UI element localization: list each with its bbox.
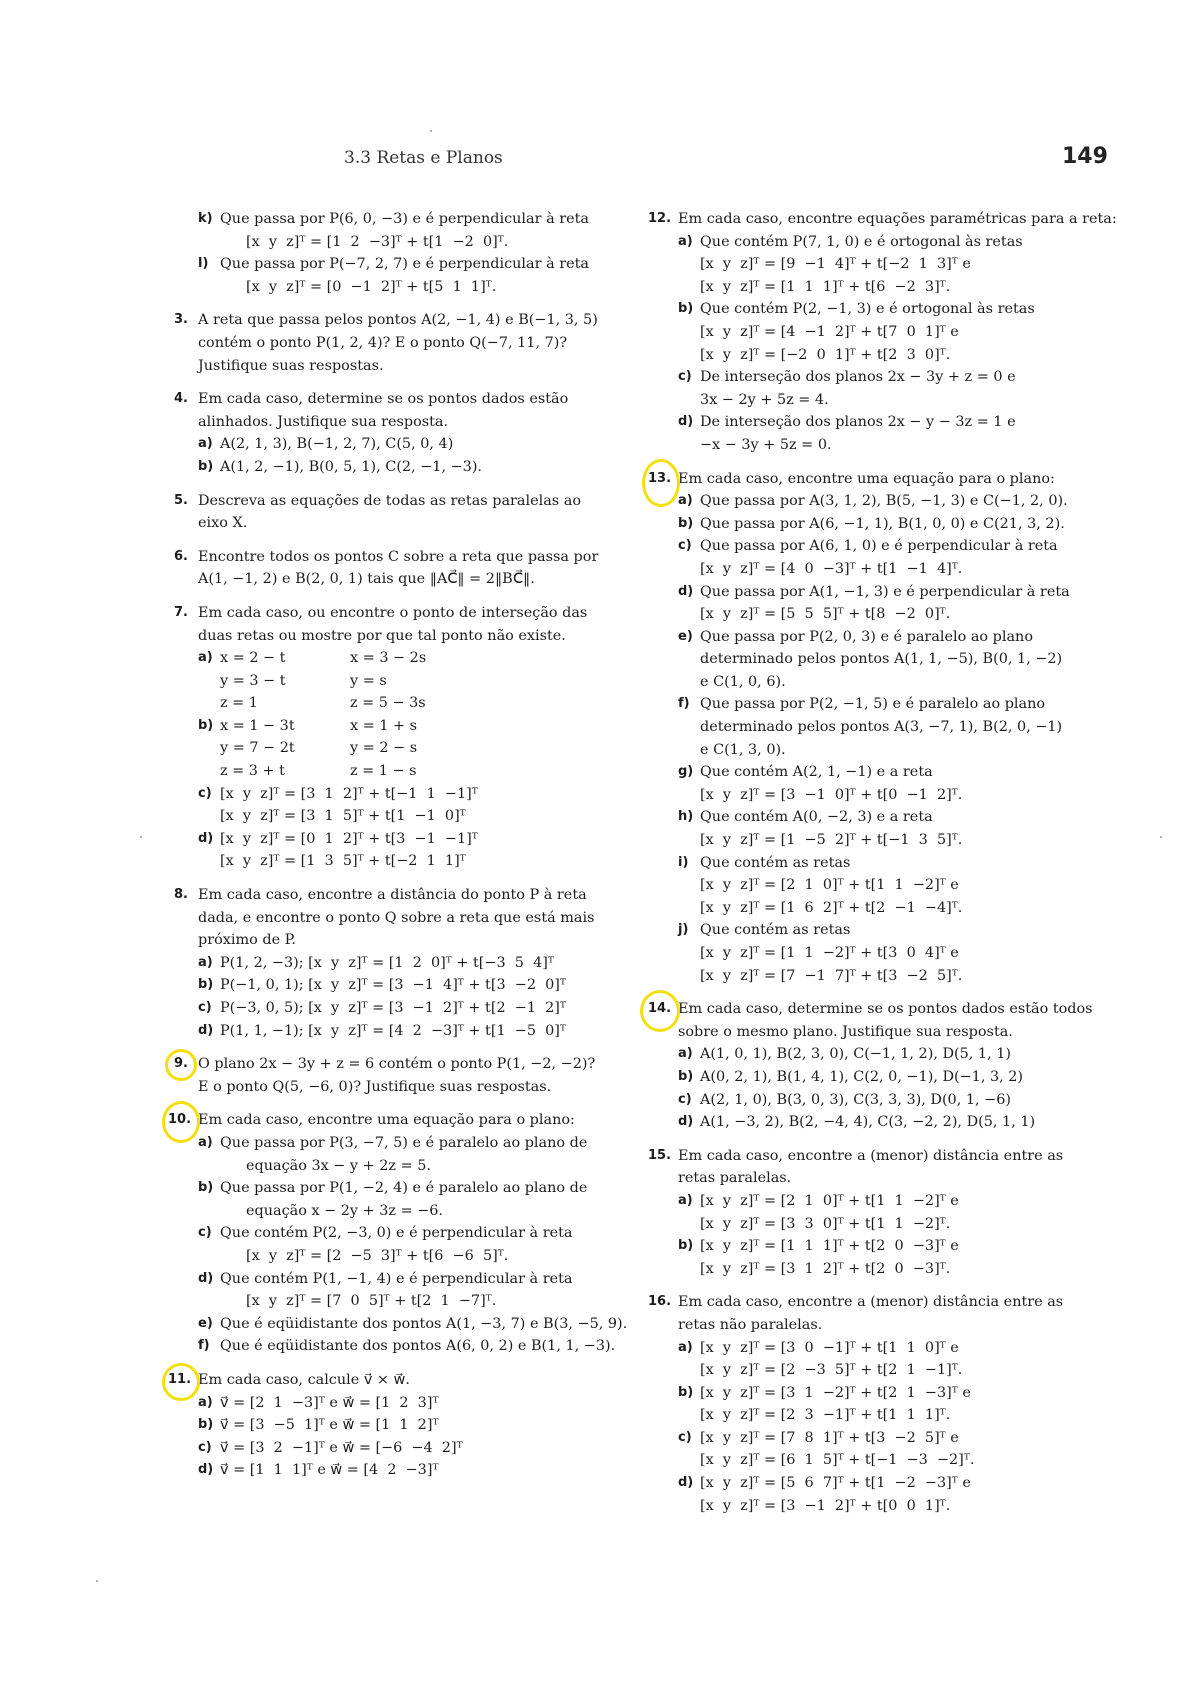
right-column: [648, 208, 1117, 1528]
item-e: e) Que passa por P(2, 0, 3) e é paralelo ao plano determinado pelos pontos A(1, 1, −5), B(0, 1, −2) e C(1, 0, 6).: [678, 628, 1063, 690]
item-d: d) De interseção dos planos 2x − y − 3z = 1 e −x − 3y + 5z = 0.: [678, 414, 1016, 453]
problem-number: 6.: [174, 548, 188, 564]
item-b: b) [x y z]ᵀ = [3 1 −2]ᵀ + t[2 1 −3]ᵀ e [x y z]ᵀ = [2 3 −1]ᵀ + t[1 1 1]ᵀ.: [678, 1384, 971, 1424]
scan-speck: [1160, 836, 1162, 838]
problem-number: 10.: [168, 1112, 192, 1128]
item-c: c) A(2, 1, 0), B(3, 0, 3), C(3, 3, 3), D(0, 1, −6): [678, 1091, 1011, 1108]
item-a: a) v⃗ = [2 1 −3]ᵀ e w⃗ = [1 2 3]ᵀ: [198, 1394, 439, 1411]
problem-number: 8.: [174, 887, 188, 903]
item-a: a) Que passa por A(3, 1, 2), B(5, −1, 3) e C(−1, 2, 0).: [678, 493, 1068, 510]
item-c: c) P(−3, 0, 5); [x y z]ᵀ = [3 −1 2]ᵀ + t[2 −1 2]ᵀ: [198, 1000, 566, 1016]
item-a: a) Que passa por P(3, −7, 5) e é paralelo ao plano de equação 3x − y + 2z = 5.: [198, 1134, 588, 1174]
item-j: j) Que contém as retas [x y z]ᵀ = [1 1 −2]ᵀ + t[3 0 4]ᵀ e [x y z]ᵀ = [7 −1 7]ᵀ + t[3 −2 5]ᵀ.: [678, 922, 963, 984]
problem-6: 6. Encontre todos os pontos C sobre a reta que passa por A(1, −1, 2) e B(2, 0, 1) tais que ‖AC⃗‖ = 2‖BC⃗‖.: [174, 546, 624, 591]
left-column: [168, 208, 628, 1493]
problem-number: 16.: [648, 1294, 672, 1310]
problem-number: 11.: [168, 1371, 192, 1387]
item-c: c) [x y z]ᵀ = [3 1 2]ᵀ + t[−1 1 −1]ᵀ [x y z]ᵀ = [3 1 5]ᵀ + t[1 −1 0]ᵀ: [198, 785, 478, 825]
item-a: a) A(1, 0, 1), B(2, 3, 0), C(−1, 1, 2), D(5, 1, 1): [678, 1046, 1011, 1063]
item-d: d) Que passa por A(1, −1, 3) e é perpendicular à reta [x y z]ᵀ = [5 5 5]ᵀ + t[8 −2 0]ᵀ.: [678, 583, 1070, 623]
problem-13: 13. Em cada caso, encontre uma equação para o plano: a) Que passa por A(3, 1, 2), B(5, −1, 3) e C(−1, 2, 0). b) Que passa por A(6, −1, 1), B(1, 0, 0) e C(21, 3, 2). c) Que passa por A(6, 1, 0) e é perpendicular à reta [x y z]ᵀ = [4 0 −3]ᵀ + t[1 −1 4]ᵀ. d) Que passa por A(1, −1, 3) e é perpendicular à reta [x y z]ᵀ = [5 5 5]ᵀ + t[8 −2 0]ᵀ. e) Que passa por P(2, 0, 3) e é paralelo ao plano determinado pelos pontos A(1, 1, −5), B(0, 1, −2) e C(1, 0, 6). f) Que passa por P(2, −1, 5) e é paralelo ao plano determinado pelos pontos A(3, −7, 1), B(2, 0, −1) e C(1, 3, 0). g) Que contém A(2, 1, −1) e a reta [x y z]ᵀ = [3 −1 0]ᵀ + t[0 −1 2]ᵀ. h) Que contém A(0, −2, 3) e a reta [x y z]ᵀ = [1 −5 2]ᵀ + t[−1 3 5]ᵀ. i) Que contém as retas [x y z]ᵀ = [2 1 0]ᵀ + t[1 1 −2]ᵀ e [x y z]ᵀ = [1 6 2]ᵀ + t[2 −1 −4]ᵀ. j) Que contém as retas [x y z]ᵀ = [1 1 −2]ᵀ + t[3 0 4]ᵀ e [x y z]ᵀ = [7 −1 7]ᵀ + t[3 −2 5]ᵀ.: [654, 468, 1108, 988]
item-k: k) Que passa por P(6, 0, −3) e é perpendicular à reta [x y z]ᵀ = [1 2 −3]ᵀ + t[1 −2 0]ᵀ.: [198, 211, 589, 250]
problem-16: 16. Em cada caso, encontre a (menor) distância entre as retas não paralelas. a) [x y z]ᵀ = [3 0 −1]ᵀ + t[1 1 0]ᵀ e [x y z]ᵀ = [2 −3 5]ᵀ + t[2 1 −1]ᵀ. b) [x y z]ᵀ = [3 1 −2]ᵀ + t[2 1 −3]ᵀ e [x y z]ᵀ = [2 3 −1]ᵀ + t[1 1 1]ᵀ. c) [x y z]ᵀ = [7 8 1]ᵀ + t[3 −2 5]ᵀ e [x y z]ᵀ = [6 1 5]ᵀ + t[−1 −3 −2]ᵀ. d) [x y z]ᵀ = [5 6 7]ᵀ + t[1 −2 −3]ᵀ e [x y z]ᵀ = [3 −1 2]ᵀ + t[0 0 1]ᵀ.: [654, 1291, 1108, 1517]
page-number: 149: [1062, 144, 1108, 169]
item-d: d) A(1, −3, 2), B(2, −4, 4), C(3, −2, 2), D(5, 1, 1): [678, 1114, 1036, 1131]
item-d: d) [x y z]ᵀ = [0 1 2]ᵀ + t[3 −1 −1]ᵀ [x y z]ᵀ = [1 3 5]ᵀ + t[−2 1 1]ᵀ: [198, 830, 478, 870]
problem-number: 12.: [648, 211, 672, 226]
problem-number: 13.: [648, 470, 672, 486]
scan-speck: [140, 836, 142, 838]
item-b: b) [x y z]ᵀ = [1 1 1]ᵀ + t[2 0 −3]ᵀ e [x y z]ᵀ = [3 1 2]ᵀ + t[2 0 −3]ᵀ.: [678, 1238, 959, 1277]
problem-number: 15.: [648, 1147, 672, 1163]
problem-number: 4.: [174, 391, 188, 407]
item-b: b) Que contém P(2, −1, 3) e é ortogonal às retas [x y z]ᵀ = [4 −1 2]ᵀ + t[7 0 1]ᵀ e [x y z]ᵀ = [−2 0 1]ᵀ + t[2 3 0]ᵀ.: [678, 301, 1035, 363]
problem-8: 8. Em cada caso, encontre a distância do ponto P à reta dada, e encontre o ponto Q sobre a reta que está mais próximo de P. a) P(1, 2, −3); [x y z]ᵀ = [1 2 0]ᵀ + t[−3 5 4]ᵀ b) P(−1, 0, 1); [x y z]ᵀ = [3 −1 4]ᵀ + t[3 −2 0]ᵀ c) P(−3, 0, 5); [x y z]ᵀ = [3 −1 2]ᵀ + t[2 −1 2]ᵀ d) P(1, 1, −1); [x y z]ᵀ = [4 2 −3]ᵀ + t[1 −5 0]ᵀ: [174, 884, 624, 1042]
running-title: 3.3 Retas e Planos: [344, 148, 503, 168]
problem-10: 10. Em cada caso, encontre uma equação para o plano: a) Que passa por P(3, −7, 5) e é paralelo ao plano de equação 3x − y + 2z = 5. b) Que passa por P(1, −2, 4) e é paralelo ao plano de equação x − 2y + 3z = −6. c) Que contém P(2, −3, 0) e é perpendicular à reta [x y z]ᵀ = [2 −5 3]ᵀ + t[6 −6 5]ᵀ. d) Que contém P(1, −1, 4) e é perpendicular à reta [x y z]ᵀ = [7 0 5]ᵀ + t[2 1 −7]ᵀ. e) Que é eqüidistante dos pontos A(1, −3, 7) e B(3, −5, 9). f) Que é eqüidistante dos pontos A(6, 0, 2) e B(1, 1, −3).: [174, 1109, 624, 1358]
item-a: a) [x y z]ᵀ = [3 0 −1]ᵀ + t[1 1 0]ᵀ e [x y z]ᵀ = [2 −3 5]ᵀ + t[2 1 −1]ᵀ.: [678, 1339, 963, 1379]
page-header: [0, 144, 1200, 174]
item-b: b) Que passa por P(1, −2, 4) e é paralelo ao plano de equação x − 2y + 3z = −6.: [198, 1180, 588, 1219]
problem-15: 15. Em cada caso, encontre a (menor) distância entre as retas paralelas. a) [x y z]ᵀ = [2 1 0]ᵀ + t[1 1 −2]ᵀ e [x y z]ᵀ = [3 3 0]ᵀ + t[1 1 −2]ᵀ. b) [x y z]ᵀ = [1 1 1]ᵀ + t[2 0 −3]ᵀ e [x y z]ᵀ = [3 1 2]ᵀ + t[2 0 −3]ᵀ.: [654, 1145, 1108, 1281]
problem-3: 3. A reta que passa pelos pontos A(2, −1, 4) e B(−1, 3, 5) contém o ponto P(1, 2, 4)? E o ponto Q(−7, 11, 7)? Justifique suas respostas.: [174, 309, 624, 377]
item-f: f) Que passa por P(2, −1, 5) e é paralelo ao plano determinado pelos pontos A(3, −7, 1), B(2, 0, −1) e C(1, 3, 0).: [678, 696, 1063, 758]
item-a: a) P(1, 2, −3); [x y z]ᵀ = [1 2 0]ᵀ + t[−3 5 4]ᵀ: [198, 954, 554, 971]
problem-4: 4. Em cada caso, determine se os pontos dados estão alinhados. Justifique sua resposta. a) A(2, 1, 3), B(−1, 2, 7), C(5, 0, 4) b) A(1, 2, −1), B(0, 5, 1), C(2, −1, −3).: [174, 388, 624, 478]
item-b: b) Que passa por A(6, −1, 1), B(1, 0, 0) e C(21, 3, 2).: [678, 515, 1065, 532]
problem-number: 7.: [174, 604, 188, 620]
problem-11: 11. Em cada caso, calcule v⃗ × w⃗. a) v⃗ = [2 1 −3]ᵀ e w⃗ = [1 2 3]ᵀ b) v⃗ = [3 −5 1]ᵀ e w⃗ = [1 1 2]ᵀ c) v⃗ = [3 2 −1]ᵀ e w⃗ = [−6 −4 2]ᵀ d) v⃗ = [1 1 1]ᵀ e w⃗ = [4 2 −3]ᵀ: [174, 1369, 624, 1482]
item-d: d) v⃗ = [1 1 1]ᵀ e w⃗ = [4 2 −3]ᵀ: [198, 1462, 439, 1479]
problem-7: 7. Em cada caso, ou encontre o ponto de interseção das duas retas ou mostre por que tal ponto não existe. a) x = 2 − t x = 3 − 2s y = 3 − t y = s z = 1 z = 5 − 3s b) x = 1 − 3t x = 1 + s y = 7 − 2t y = 2 − s z = 3 + t z = 1 − s c) [x y z]ᵀ = [3 1 2]ᵀ + t[−1 1 −1]ᵀ [x y z]ᵀ = [3 1 5]ᵀ + t[1 −1 0]ᵀ d) [x y z]ᵀ = [0 1 2]ᵀ + t[3 −1 −1]ᵀ [x y z]ᵀ = [1 3 5]ᵀ + t[−2 1 1]ᵀ: [174, 602, 624, 873]
problem-number: 14.: [648, 1001, 672, 1017]
problem-number: 9.: [174, 1056, 188, 1072]
problem-number: 5.: [174, 492, 188, 508]
scan-speck: [96, 1580, 98, 1582]
problem-continuation: [174, 208, 624, 298]
item-a: a) [x y z]ᵀ = [2 1 0]ᵀ + t[1 1 −2]ᵀ e [x y z]ᵀ = [3 3 0]ᵀ + t[1 1 −2]ᵀ.: [678, 1192, 959, 1232]
problem-number: 3.: [174, 312, 188, 328]
item-l: l) Que passa por P(−7, 2, 7) e é perpendicular à reta [x y z]ᵀ = [0 −1 2]ᵀ + t[5 1 1]ᵀ.: [198, 256, 589, 295]
problem-5: 5. Descreva as equações de todas as retas paralelas ao eixo X.: [174, 490, 624, 535]
problem-9: 9. O plano 2x − 3y + z = 6 contém o ponto P(1, −2, −2)? E o ponto Q(5, −6, 0)? Justifique suas respostas.: [174, 1053, 624, 1098]
item-f: f) Que é eqüidistante dos pontos A(6, 0, 2) e B(1, 1, −3).: [198, 1338, 616, 1355]
item-c: c) Que passa por A(6, 1, 0) e é perpendicular à reta [x y z]ᵀ = [4 0 −3]ᵀ + t[1 −1 4]ᵀ.: [678, 538, 1058, 577]
item-h: h) Que contém A(0, −2, 3) e a reta [x y z]ᵀ = [1 −5 2]ᵀ + t[−1 3 5]ᵀ.: [678, 809, 963, 849]
problem-14: 14. Em cada caso, determine se os pontos dados estão todos sobre o mesmo plano. Justifique sua resposta. a) A(1, 0, 1), B(2, 3, 0), C(−1, 1, 2), D(5, 1, 1) b) A(0, 2, 1), B(1, 4, 1), C(2, 0, −1), D(−1, 3, 2) c) A(2, 1, 0), B(3, 0, 3), C(3, 3, 3), D(0, 1, −6) d) A(1, −3, 2), B(2, −4, 4), C(3, −2, 2), D(5, 1, 1): [654, 998, 1108, 1134]
item-a: a) Que contém P(7, 1, 0) e é ortogonal às retas [x y z]ᵀ = [9 −1 4]ᵀ + t[−2 1 3]ᵀ e [x y z]ᵀ = [1 1 1]ᵀ + t[6 −2 3]ᵀ.: [678, 233, 1023, 295]
item-a: a) x = 2 − t x = 3 − 2s y = 3 − t y = s z = 1 z = 5 − 3s: [198, 650, 427, 712]
item-g: g) Que contém A(2, 1, −1) e a reta [x y z]ᵀ = [3 −1 0]ᵀ + t[0 −1 2]ᵀ.: [678, 764, 963, 803]
item-d: d) Que contém P(1, −1, 4) e é perpendicular à reta [x y z]ᵀ = [7 0 5]ᵀ + t[2 1 −7]ᵀ.: [198, 1270, 573, 1310]
scan-speck: [430, 130, 432, 132]
problem-12: 12. Em cada caso, encontre equações paramétricas para a reta: a) Que contém P(7, 1, 0) e é ortogonal às retas [x y z]ᵀ = [9 −1 4]ᵀ + t[−2 1 3]ᵀ e [x y z]ᵀ = [1 1 1]ᵀ + t[6 −2 3]ᵀ. b) Que contém P(2, −1, 3) e é ortogonal às retas [x y z]ᵀ = [4 −1 2]ᵀ + t[7 0 1]ᵀ e [x y z]ᵀ = [−2 0 1]ᵀ + t[2 3 0]ᵀ. c) De interseção dos planos 2x − 3y + z = 0 e 3x − 2y + 5z = 4. d) De interseção dos planos 2x − y − 3z = 1 e −x − 3y + 5z = 0.: [654, 208, 1108, 457]
item-c: c) De interseção dos planos 2x − 3y + z = 0 e 3x − 2y + 5z = 4.: [678, 369, 1016, 408]
item-b: b) v⃗ = [3 −5 1]ᵀ e w⃗ = [1 1 2]ᵀ: [198, 1417, 439, 1434]
item-i: i) Que contém as retas [x y z]ᵀ = [2 1 0]ᵀ + t[1 1 −2]ᵀ e [x y z]ᵀ = [1 6 2]ᵀ + t[2 −1 −4]ᵀ.: [678, 854, 963, 916]
item-c: c) v⃗ = [3 2 −1]ᵀ e w⃗ = [−6 −4 2]ᵀ: [198, 1439, 463, 1456]
item-d: d) [x y z]ᵀ = [5 6 7]ᵀ + t[1 −2 −3]ᵀ e [x y z]ᵀ = [3 −1 2]ᵀ + t[0 0 1]ᵀ.: [678, 1475, 971, 1514]
item-e: e) Que é eqüidistante dos pontos A(1, −3, 7) e B(3, −5, 9).: [198, 1315, 628, 1332]
item-d: d) P(1, 1, −1); [x y z]ᵀ = [4 2 −3]ᵀ + t[1 −5 0]ᵀ: [198, 1022, 566, 1039]
item-c: c) Que contém P(2, −3, 0) e é perpendicular à reta [x y z]ᵀ = [2 −5 3]ᵀ + t[6 −6 5]ᵀ.: [198, 1225, 573, 1264]
item-b: b) A(0, 2, 1), B(1, 4, 1), C(2, 0, −1), D(−1, 3, 2): [678, 1068, 1024, 1085]
item-a: a) A(2, 1, 3), B(−1, 2, 7), C(5, 0, 4): [198, 436, 454, 453]
item-b: b) x = 1 − 3t x = 1 + s y = 7 − 2t y = 2 − s z = 3 + t z = 1 − s: [198, 717, 418, 780]
item-c: c) [x y z]ᵀ = [7 8 1]ᵀ + t[3 −2 5]ᵀ e [x y z]ᵀ = [6 1 5]ᵀ + t[−1 −3 −2]ᵀ.: [678, 1429, 975, 1469]
item-b: b) P(−1, 0, 1); [x y z]ᵀ = [3 −1 4]ᵀ + t[3 −2 0]ᵀ: [198, 977, 566, 994]
item-b: b) A(1, 2, −1), B(0, 5, 1), C(2, −1, −3).: [198, 458, 483, 475]
